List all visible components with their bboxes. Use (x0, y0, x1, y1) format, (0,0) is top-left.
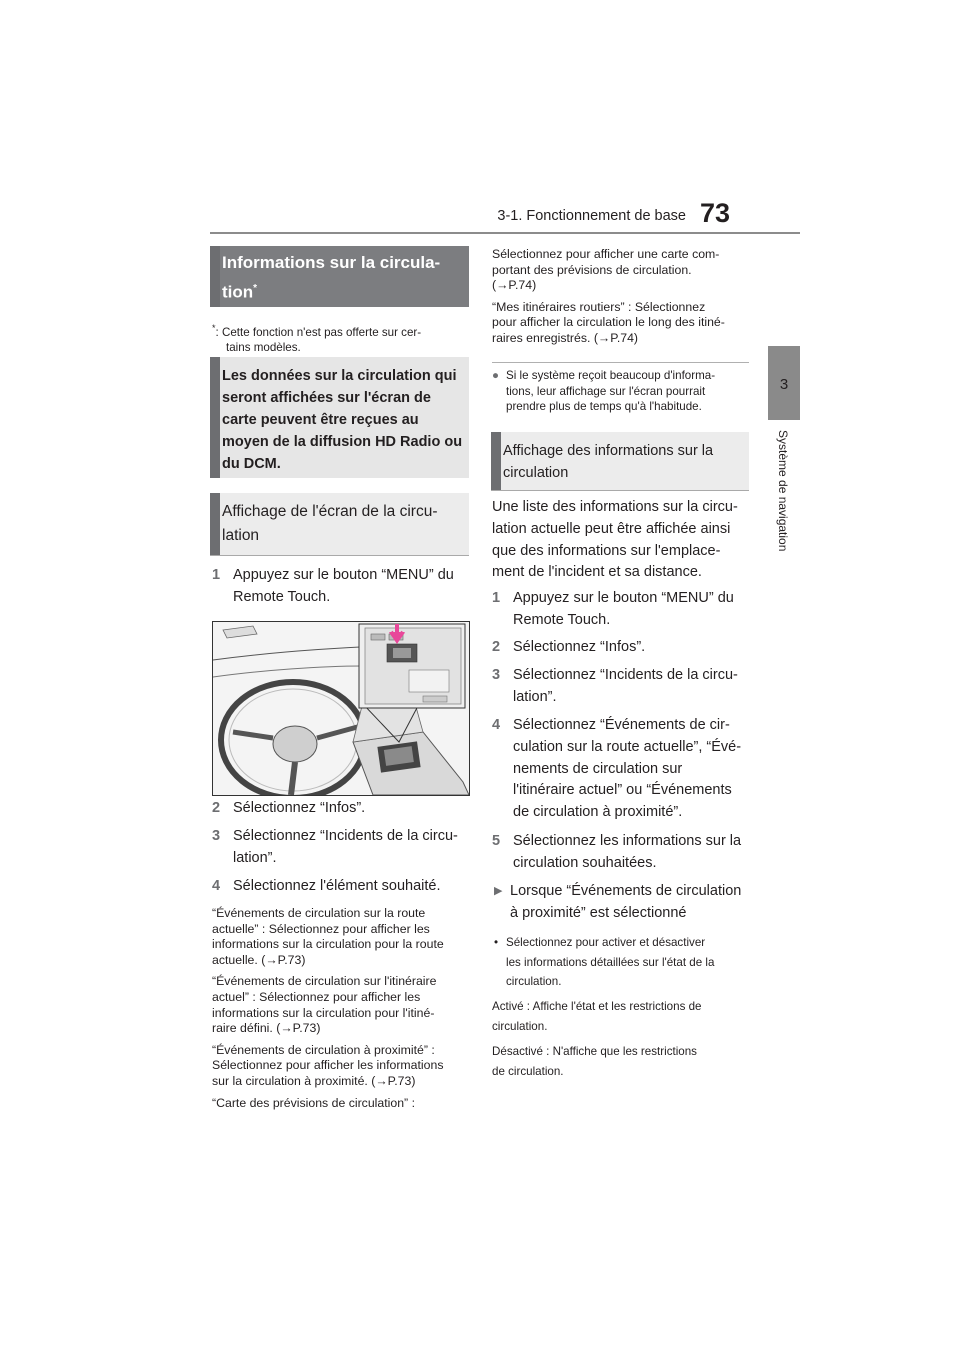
right-descriptions (492, 247, 754, 347)
step-line: lation”. (233, 849, 277, 866)
bullet-line: circulation. (506, 975, 562, 988)
description-line: actuel” : Sélectionnez pour afficher les (212, 989, 421, 1004)
info-box-hd-radio (210, 357, 469, 478)
step-line: Sélectionnez les informations sur la (513, 833, 742, 849)
bullet-mark: • (494, 936, 499, 949)
description-line: “Événements de circulation sur l'itinéraire (212, 974, 437, 989)
description-item (212, 1096, 474, 1112)
info-box-line: seront affichées sur l'écran de (222, 390, 431, 406)
info-box-line: du DCM. (222, 456, 281, 472)
heading-accent-bar (491, 432, 501, 490)
step-line: Appuyez sur le bouton “MENU” du (513, 590, 734, 606)
step-line: Sélectionnez “Incidents de la circu- (233, 828, 458, 844)
step-number: 5 (492, 833, 501, 849)
info-box-line: moyen de la diffusion HD Radio ou (222, 434, 463, 450)
description-line: Sélectionnez pour afficher les informations (212, 1058, 444, 1073)
running-header-section: 3-1. Fonctionnement de base (497, 208, 686, 224)
state-line: de circulation. (492, 1064, 564, 1078)
state-line: Désactivé : N'affiche que les restrictions (492, 1045, 697, 1058)
step-line: lation”. (513, 688, 557, 705)
page-number: 73 (700, 198, 731, 228)
sub-arrow-icon: ▶ (494, 885, 503, 897)
dashboard-illustration (212, 621, 470, 796)
state-item (492, 997, 754, 1036)
step-text (513, 831, 741, 875)
state-descriptions (492, 997, 754, 1081)
step-line: culation sur la route actuelle”, “Évé- (513, 738, 742, 755)
description-line: “Événements de circulation à proximité” : (212, 1042, 435, 1057)
left-descriptions (212, 906, 474, 1111)
footnote-line1 (212, 321, 470, 340)
note-line: Si le système reçoit beaucoup d'informa- (506, 369, 716, 382)
description-line: “Carte des prévisions de circulation” : (212, 1095, 415, 1110)
heading-traffic-info-line2 (222, 276, 257, 306)
description-line: informations sur la circulation pour la route (212, 937, 444, 952)
note-line: tions, leur affichage sur l'écran pourrait (506, 384, 706, 398)
step-text (513, 588, 734, 632)
sub-line: à proximité” est sélectionné (510, 904, 687, 921)
footnote (212, 321, 470, 356)
state-line: Activé : Affiche l'état et les restrictions de (492, 1000, 702, 1013)
description-line: actuelle” : Sélectionnez pour afficher les (212, 921, 430, 936)
note-text (492, 368, 754, 415)
step-line: Sélectionnez “Infos”. (513, 639, 646, 655)
step-line: Sélectionnez “Événements de cir- (513, 717, 730, 733)
intro-line: ment de l'incident et sa distance. (492, 564, 702, 581)
step-text (233, 798, 365, 820)
heading-traffic-info (210, 246, 469, 307)
description-line: raire défini. (→P.73) (212, 1021, 321, 1036)
step-line: Sélectionnez l'élément souhaité. (233, 878, 441, 894)
step-line: nements de circulation sur (513, 760, 683, 777)
intro-line: que des informations sur l'emplace- (492, 542, 721, 559)
step-text (513, 715, 741, 824)
description-line: portant des prévisions de circulation. (492, 262, 692, 277)
step-line: circulation souhaitées. (513, 854, 657, 871)
step-line: Remote Touch. (513, 611, 611, 628)
heading-traffic-screen (210, 493, 469, 556)
step-number: 1 (212, 567, 221, 583)
bullet-text (492, 933, 754, 992)
bullet-line: Sélectionnez pour activer et désactiver (506, 936, 706, 949)
heading-traffic-screen-line2: lation (222, 527, 260, 544)
info-box-accent-bar (210, 357, 220, 478)
step-number: 4 (492, 717, 501, 733)
heading-traffic-display-line1: Affichage des informations sur la (503, 443, 714, 459)
description-line: “Événements de circulation sur la route (212, 906, 426, 920)
state-line: circulation. (492, 1019, 548, 1033)
description-line: informations sur la circulation pour l'itiné- (212, 1005, 435, 1020)
step-text (233, 826, 458, 870)
dashboard-drawing (213, 622, 469, 795)
intro-paragraph (492, 497, 754, 584)
description-item (212, 1043, 474, 1090)
note-block (492, 368, 754, 415)
step-line: de circulation à proximité”. (513, 804, 683, 821)
description-line: raires enregistrés. (→P.74) (492, 330, 639, 345)
step-text (513, 665, 738, 709)
step-number: 1 (492, 590, 501, 606)
heading-traffic-screen-line1: Affichage de l'écran de la circu- (222, 503, 438, 520)
step-number: 3 (212, 828, 221, 844)
description-item (212, 906, 474, 968)
description-item (492, 247, 754, 294)
step-number: 3 (492, 667, 501, 683)
description-item (492, 300, 754, 347)
sub-condition (492, 881, 754, 925)
heading-traffic-display-line2: circulation (503, 465, 569, 481)
note-rule (492, 362, 749, 363)
description-line: Sélectionnez pour afficher une carte com- (492, 247, 720, 261)
step-line: Remote Touch. (233, 588, 331, 605)
bullet-line: les informations détaillées sur l'état de la (506, 955, 715, 969)
step-text (513, 637, 645, 659)
description-line: actuelle. (→P.73) (212, 952, 306, 967)
step-number: 4 (212, 878, 221, 894)
chapter-label (770, 430, 796, 570)
state-item (492, 1042, 754, 1081)
info-box-line: carte peuvent être reçues au (222, 412, 419, 428)
heading-traffic-display (491, 432, 749, 491)
heading-accent-bar (210, 246, 220, 307)
heading-footnote-mark: * (253, 283, 258, 294)
footnote-line2: tains modèles. (226, 341, 301, 355)
description-line: “Mes itinéraires routiers” : Sélectionnez (492, 299, 706, 314)
description-item (212, 974, 474, 1036)
footnote-line1-text: : Cette fonction n'est pas offerte sur cer- (215, 325, 422, 339)
description-line: (→P.74) (492, 278, 537, 293)
heading-traffic-info-line1: Informations sur la circula- (222, 253, 441, 272)
step-line: Sélectionnez “Incidents de la circu- (513, 667, 738, 683)
heading-accent-bar (210, 493, 220, 555)
heading-traffic-info-word: tion (222, 282, 254, 302)
note-bullet: ● (492, 369, 500, 382)
sub-line: Lorsque “Événements de circulation (510, 883, 742, 899)
note-line: prendre plus de temps qu'à l'habitude. (506, 400, 702, 413)
step-line: l'itinéraire actuel” ou “Événements (513, 782, 732, 799)
step-line: Sélectionnez “Infos”. (233, 800, 366, 816)
intro-line: lation actuelle peut être affichée ainsi (492, 520, 731, 537)
bullet-item (492, 933, 754, 992)
step-text (233, 565, 454, 609)
description-line: sur la circulation à proximité. (→P.73) (212, 1073, 416, 1088)
chapter-number: 3 (779, 376, 789, 393)
step-number: 2 (212, 800, 221, 816)
step-number: 2 (492, 639, 501, 655)
description-line: pour afficher la circulation le long des itiné- (492, 315, 725, 330)
sub-condition-text (492, 881, 754, 925)
info-box-line: Les données sur la circulation qui (222, 368, 457, 384)
footnote-mark: * (212, 323, 216, 333)
chapter-label-text: Système de navigation (776, 430, 790, 552)
header-rule (210, 232, 800, 234)
intro-line: Une liste des informations sur la circu- (492, 499, 738, 515)
step-text (233, 876, 441, 898)
step-line: Appuyez sur le bouton “MENU” du (233, 567, 454, 583)
